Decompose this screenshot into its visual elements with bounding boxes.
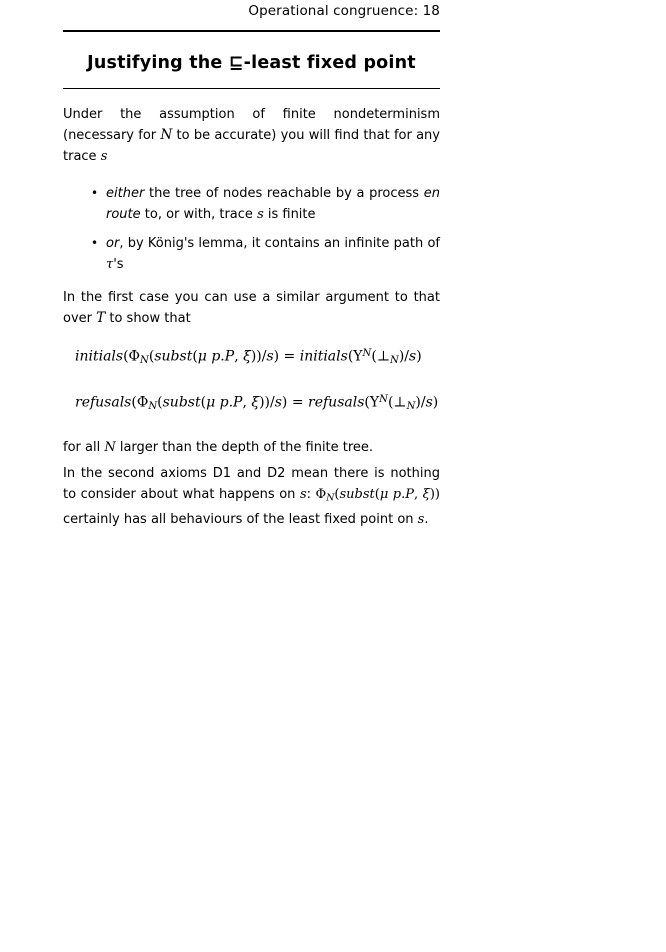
bullet-icon: • (91, 236, 99, 251)
formula-refusals: refusals(ΦN(subst(μ p.P, $\xi))/s) = refusals(\Upsilon^N(\perp N)/s)$ (75, 394, 439, 413)
top-rule (63, 30, 440, 32)
bullet-item-either (63, 183, 440, 225)
paragraph-intro: Under the assumption of finite nondeterminism (necessary for N to be accurate) you will find that for any trace s (63, 107, 440, 165)
paragraph-first-case: In the first case you can use a similar argument to that over T to show that (63, 290, 440, 327)
page-header: Operational congruence: 18 (248, 3, 440, 19)
bullet-icon: • (91, 186, 99, 201)
title-rule (63, 88, 440, 90)
bullet-item-text: or, by König's lemma, it contains an infinite path of τ's (106, 236, 440, 273)
slide-content-column (63, 0, 440, 530)
paragraph-second-case: In the second axioms D1 and D2 mean there is nothing to consider about what happens on s: ΦN(subst(μ p.P, ξ)) certainly has all behaviours of the least fixed point on s. (63, 466, 440, 527)
formula-initials: initials(ΦN(subst(μ p.P, $\xi))/s) = initials(\Upsilon^N(\perp N)/s)$ (75, 348, 422, 367)
slide-title: Justifying the ⊑-least fixed point (87, 52, 416, 73)
paragraph-for-all-n: for all N larger than the depth of the finite tree. (63, 440, 374, 456)
bullet-item-text: either the tree of nodes reachable by a process en route to, or with, trace s is finite (106, 186, 440, 223)
bullet-list (63, 183, 440, 275)
bullet-item-or (63, 233, 440, 275)
